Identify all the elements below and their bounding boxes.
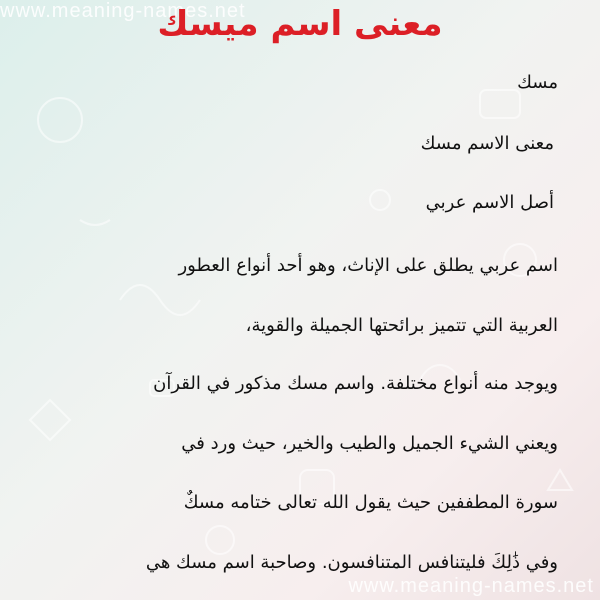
page-title: معنى اسم ميسك — [157, 4, 443, 44]
paragraph-line-1: اسم عربي يطلق على الإناث، وهو أحد أنواع العطور — [178, 255, 558, 276]
paragraph-line-6: وفي ذَٰلِكَ فليتنافس المتنافسون. وصاحبة اسم مسك هي — [145, 552, 558, 573]
name-line: مسك — [517, 72, 558, 93]
watermark-bottom: www.meaning-names.net — [348, 575, 594, 597]
origin-line: أصل الاسم عربي — [425, 192, 554, 213]
meaning-heading: معنى الاسم مسك — [420, 133, 554, 154]
paragraph-line-3: ويوجد منه أنواع مختلفة. واسم مسك مذكور في القرآن — [153, 373, 558, 394]
watermark-top: www.meaning-names.net — [0, 0, 246, 22]
paragraph-line-2: العربية التي تتميز برائحتها الجميلة والقوية، — [245, 315, 558, 336]
paragraph-line-4: ويعني الشيء الجميل والطيب والخير، حيث ورد في — [181, 433, 558, 454]
paragraph-line-5: سورة المطففين حيث يقول الله تعالى ختامه مسكٌ — [183, 492, 558, 513]
